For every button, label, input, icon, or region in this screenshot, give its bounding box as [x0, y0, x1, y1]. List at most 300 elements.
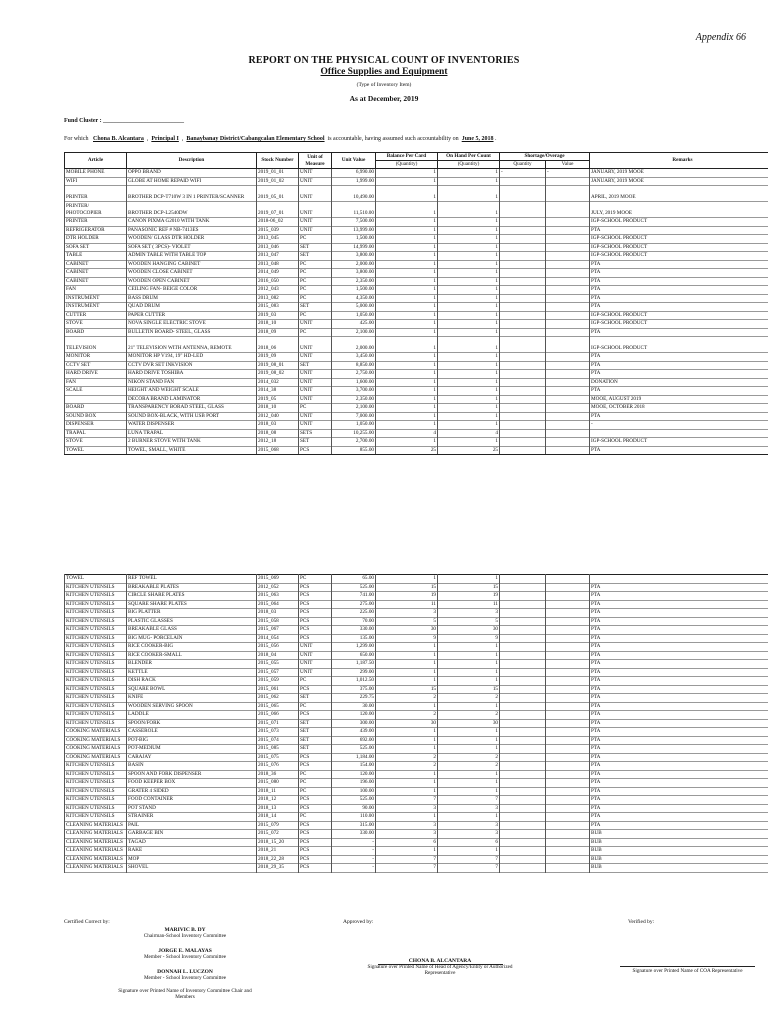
- committee-signature-note: Signature over Printed Name of Inventory Committee Chair and Members: [118, 988, 252, 1000]
- cell-stock-number: 2018_08: [257, 429, 299, 438]
- cell-remarks: PTA: [590, 600, 768, 609]
- cell-article: TOWEL: [65, 446, 127, 455]
- cell-stock-number: 2013_046: [257, 243, 299, 252]
- cell-shortage-value: [546, 609, 590, 618]
- table-row: [65, 762, 768, 771]
- cell-shortage-qty: [500, 651, 546, 660]
- cell-shortage-qty: [500, 770, 546, 779]
- cell-stock-number: 2015_072: [257, 830, 299, 839]
- signatory-approver: [360, 958, 520, 976]
- table-row: [65, 412, 768, 421]
- cell-remarks: PTA: [590, 387, 768, 396]
- cell-onhand-qty: 2: [438, 753, 500, 762]
- cell-remarks: PTA: [590, 260, 768, 269]
- cell-description: TAGAD: [127, 838, 257, 847]
- cell-unit: PCS: [299, 600, 332, 609]
- cell-onhand-qty: 1: [438, 260, 500, 269]
- cell-unit: PC: [299, 813, 332, 822]
- table-row: [65, 429, 768, 438]
- cell-description: LADDLE: [127, 711, 257, 720]
- cell-balance-qty: 1: [376, 395, 438, 404]
- cell-onhand-qty: 30: [438, 719, 500, 728]
- table-row: [65, 728, 768, 737]
- cell-unit-value: 14,999.00: [332, 243, 376, 252]
- cell-shortage-qty: [500, 218, 546, 227]
- cell-onhand-qty: 1: [438, 269, 500, 278]
- table-row: [65, 583, 768, 592]
- report-title: REPORT ON THE PHYSICAL COUNT OF INVENTORIES: [248, 55, 520, 66]
- cell-onhand-qty: 1: [438, 575, 500, 584]
- cell-unit-value: -: [332, 864, 376, 873]
- cell-remarks: JANUARY, 2019 MOOE: [590, 177, 768, 186]
- cell-unit: SET: [299, 719, 332, 728]
- cell-stock-number: 2015_073: [257, 728, 299, 737]
- cell-remarks: PTA: [590, 804, 768, 813]
- cell-unit-value: 1,999.00: [332, 177, 376, 186]
- cell-remarks: PTA: [590, 643, 768, 652]
- col-balance-qty: (Quantity): [376, 161, 438, 169]
- cell-remarks: PTA: [590, 770, 768, 779]
- cell-stock-number: 2014_049: [257, 269, 299, 278]
- cell-remarks: PTA: [590, 728, 768, 737]
- cell-article: CLEANING MATERIALS: [65, 855, 127, 864]
- cell-onhand-qty: 1: [438, 328, 500, 337]
- cell-remarks: IGP-SCHOOL PRODUCT: [590, 337, 768, 353]
- cell-stock-number: 2013_048: [257, 260, 299, 269]
- cell-unit-value: 1,600.00: [332, 378, 376, 387]
- table-row: [65, 328, 768, 337]
- cell-remarks: JULY, 2019 MOOE: [590, 202, 768, 218]
- cell-shortage-qty: [500, 235, 546, 244]
- cell-onhand-qty: 1: [438, 169, 500, 178]
- cell-onhand-qty: 1: [438, 404, 500, 413]
- cell-description: MONITOR HP V194, 19" HD-LED: [127, 353, 257, 362]
- cell-shortage-value: [546, 600, 590, 609]
- cell-onhand-qty: 4: [438, 429, 500, 438]
- cell-shortage-value: [546, 421, 590, 430]
- cell-description: POT STAND: [127, 804, 257, 813]
- cell-shortage-qty: [500, 592, 546, 601]
- cell-article: KITCHEN UTENSILS: [65, 643, 127, 652]
- cell-shortage-value: [546, 260, 590, 269]
- cell-unit: UNIT: [299, 169, 332, 178]
- col-unit: Unit of Measure: [299, 153, 332, 169]
- cell-unit: PCS: [299, 592, 332, 601]
- table-row: [65, 361, 768, 370]
- cell-article: CABINET: [65, 260, 127, 269]
- cell-shortage-value: [546, 736, 590, 745]
- table-row: [65, 600, 768, 609]
- cell-article: KITCHEN UTENSILS: [65, 600, 127, 609]
- cell-balance-qty: 2: [376, 762, 438, 771]
- col-onhand: On Hand Per Count: [438, 153, 500, 161]
- cell-shortage-value: [546, 745, 590, 754]
- cell-onhand-qty: 1: [438, 286, 500, 295]
- table-row: [65, 745, 768, 754]
- cell-article: FAN: [65, 286, 127, 295]
- cell-unit: PCS: [299, 821, 332, 830]
- cell-shortage-qty: [500, 353, 546, 362]
- cell-onhand-qty: 7: [438, 864, 500, 873]
- cell-unit: PCS: [299, 855, 332, 864]
- cell-shortage-value: [546, 277, 590, 286]
- cell-shortage-qty: [500, 320, 546, 329]
- cell-shortage-value: [546, 838, 590, 847]
- cell-unit-value: 10,255.00: [332, 429, 376, 438]
- cell-onhand-qty: 7: [438, 796, 500, 805]
- accountable-position: Principal I: [151, 136, 179, 142]
- cell-shortage-qty: [500, 847, 546, 856]
- cell-shortage-qty: [500, 421, 546, 430]
- cell-description: BULLETIN BOARD- STEEL, GLASS: [127, 328, 257, 337]
- cell-article: KITCHEN UTENSILS: [65, 804, 127, 813]
- cell-balance-qty: 1: [376, 328, 438, 337]
- cell-balance-qty: 1: [376, 337, 438, 353]
- table-row: [65, 651, 768, 660]
- cell-shortage-qty: [500, 787, 546, 796]
- cell-shortage-qty: [500, 429, 546, 438]
- cell-article: COOKING MATERIALS: [65, 753, 127, 762]
- cell-onhand-qty: 1: [438, 337, 500, 353]
- cell-stock-number: 2014_054: [257, 634, 299, 643]
- cell-balance-qty: 1: [376, 320, 438, 329]
- cell-article: KITCHEN UTENSILS: [65, 634, 127, 643]
- cell-unit: UNIT: [299, 412, 332, 421]
- cell-balance-qty: 1: [376, 361, 438, 370]
- cell-unit-value: 2,700.00: [332, 438, 376, 447]
- cell-shortage-value: [546, 660, 590, 669]
- cell-description: SQUARE BOWL: [127, 685, 257, 694]
- cell-shortage-qty: [500, 685, 546, 694]
- cell-shortage-value: [546, 286, 590, 295]
- cell-description: CEILING FAN- BEIGE COLOR: [127, 286, 257, 295]
- cell-remarks: IGP-SCHOOL PRODUCT: [590, 438, 768, 447]
- cell-unit-value: 330.00: [332, 626, 376, 635]
- cell-unit: PCS: [299, 762, 332, 771]
- cell-shortage-value: [546, 804, 590, 813]
- cell-article: MONITOR: [65, 353, 127, 362]
- cell-balance-qty: 1: [376, 218, 438, 227]
- cell-shortage-value: [546, 685, 590, 694]
- cell-stock-number: 2013_047: [257, 252, 299, 261]
- cell-stock-number: 2018_11: [257, 787, 299, 796]
- cell-unit: UNIT: [299, 218, 332, 227]
- cell-shortage-value: [546, 617, 590, 626]
- cell-unit: PCS: [299, 753, 332, 762]
- cell-unit: PC: [299, 235, 332, 244]
- cell-remarks: [590, 575, 768, 584]
- cell-shortage-value: [546, 361, 590, 370]
- cell-shortage-value: [546, 378, 590, 387]
- table-row: [65, 395, 768, 404]
- cell-onhand-qty: 1: [438, 202, 500, 218]
- cell-stock-number: 2015_065: [257, 702, 299, 711]
- cell-shortage-value: [546, 303, 590, 312]
- cell-balance-qty: 1: [376, 651, 438, 660]
- cell-shortage-qty: [500, 779, 546, 788]
- table-row: [65, 838, 768, 847]
- cell-balance-qty: 1: [376, 226, 438, 235]
- cell-remarks: PTA: [590, 269, 768, 278]
- cell-article: SOUND BOX: [65, 412, 127, 421]
- cell-shortage-value: [546, 177, 590, 186]
- cell-shortage-value: [546, 353, 590, 362]
- cell-article: KITCHEN UTENSILS: [65, 762, 127, 771]
- cell-balance-qty: 1: [376, 575, 438, 584]
- cell-shortage-qty: [500, 186, 546, 202]
- cell-unit: SET: [299, 745, 332, 754]
- cell-description: REF TOWEL: [127, 575, 257, 584]
- cell-shortage-qty: [500, 286, 546, 295]
- cell-description: WOODEN/ GLASS DTR HOLDER: [127, 235, 257, 244]
- cell-onhand-qty: 1: [438, 353, 500, 362]
- cell-description: CASSEROLE: [127, 728, 257, 737]
- cell-onhand-qty: 11: [438, 600, 500, 609]
- cell-remarks: PTA: [590, 736, 768, 745]
- cell-unit-value: 2,000.00: [332, 260, 376, 269]
- table-row: [65, 575, 768, 584]
- table-row: [65, 353, 768, 362]
- cell-stock-number: 2015_085: [257, 745, 299, 754]
- cell-description: NIKON STAND FAN: [127, 378, 257, 387]
- cell-unit: SET: [299, 303, 332, 312]
- cell-unit-value: 229.75: [332, 694, 376, 703]
- inventory-table-1: [64, 152, 768, 455]
- cell-balance-qty: 7: [376, 796, 438, 805]
- cell-article: KITCHEN UTENSILS: [65, 668, 127, 677]
- cell-remarks: PTA: [590, 446, 768, 455]
- cell-shortage-value: [546, 821, 590, 830]
- cell-unit: SET: [299, 736, 332, 745]
- cell-unit-value: 70.00: [332, 617, 376, 626]
- cell-shortage-value: [546, 813, 590, 822]
- cell-description: MOP: [127, 855, 257, 864]
- cell-unit-value: 1,187.50: [332, 660, 376, 669]
- cell-description: TRANSPARENCY BORAD STEEL, GLASS: [127, 404, 257, 413]
- cell-shortage-qty: [500, 370, 546, 379]
- cell-unit: PC: [299, 269, 332, 278]
- cell-unit-value: 525.00: [332, 583, 376, 592]
- cell-stock-number: 2012_040: [257, 412, 299, 421]
- type-hint: (Type of Inventory Item): [356, 82, 412, 88]
- cell-unit: PCS: [299, 796, 332, 805]
- cell-unit-value: -: [332, 838, 376, 847]
- cell-stock-number: 2012_052: [257, 583, 299, 592]
- cell-remarks: PTA: [590, 694, 768, 703]
- cell-remarks: BUB: [590, 864, 768, 873]
- cell-unit: PC: [299, 286, 332, 295]
- cell-unit: SETS: [299, 429, 332, 438]
- cell-unit-value: 3,450.00: [332, 353, 376, 362]
- cell-remarks: PTA: [590, 626, 768, 635]
- cell-unit: SET: [299, 438, 332, 447]
- cell-shortage-value: [546, 711, 590, 720]
- cell-onhand-qty: 1: [438, 361, 500, 370]
- cell-remarks: PTA: [590, 277, 768, 286]
- cell-shortage-qty: [500, 583, 546, 592]
- cell-article: KITCHEN UTENSILS: [65, 609, 127, 618]
- cell-article: KITCHEN UTENSILS: [65, 592, 127, 601]
- cell-balance-qty: 1: [376, 252, 438, 261]
- cell-shortage-qty: [500, 804, 546, 813]
- cell-unit: UNIT: [299, 668, 332, 677]
- cell-shortage-qty: [500, 736, 546, 745]
- cell-article: DISPENSER: [65, 421, 127, 430]
- cell-stock-number: 2019_07_01: [257, 202, 299, 218]
- cell-description: 2 BURNER STOVE WITH TANK: [127, 438, 257, 447]
- table-row: [65, 855, 768, 864]
- cell-shortage-qty: [500, 277, 546, 286]
- col-shortage-value: Value: [546, 161, 590, 169]
- cell-unit-value: 3,800.00: [332, 269, 376, 278]
- cell-balance-qty: 1: [376, 311, 438, 320]
- cell-shortage-qty: [500, 694, 546, 703]
- col-shortage-qty: Quantity: [500, 161, 546, 169]
- cell-remarks: PTA: [590, 677, 768, 686]
- cell-balance-qty: 1: [376, 235, 438, 244]
- cell-remarks: PTA: [590, 609, 768, 618]
- cell-shortage-qty: [500, 328, 546, 337]
- cell-description: PAPER CUTTER: [127, 311, 257, 320]
- cell-unit: PCS: [299, 626, 332, 635]
- cell-shortage-qty: [500, 838, 546, 847]
- table-row: [65, 626, 768, 635]
- cell-shortage-value: [546, 787, 590, 796]
- col-balance: Balance Per Card: [376, 153, 438, 161]
- cell-shortage-value: [546, 294, 590, 303]
- table-row: [65, 702, 768, 711]
- cell-remarks: PTA: [590, 796, 768, 805]
- cell-stock-number: 2018_04: [257, 651, 299, 660]
- cell-remarks: PTA: [590, 583, 768, 592]
- cell-article: KITCHEN UTENSILS: [65, 779, 127, 788]
- cell-article: COOKING MATERIALS: [65, 745, 127, 754]
- cell-balance-qty: 7: [376, 864, 438, 873]
- cell-unit-value: 375.00: [332, 685, 376, 694]
- cell-description: KNIFE: [127, 694, 257, 703]
- cell-description: 21" TELEVISION WITH ANTENNA, REMOTE: [127, 337, 257, 353]
- cell-article: BOARD: [65, 328, 127, 337]
- cell-onhand-qty: 15: [438, 685, 500, 694]
- cell-unit: UNIT: [299, 387, 332, 396]
- cell-remarks: PTA: [590, 668, 768, 677]
- cell-stock-number: 2015_056: [257, 643, 299, 652]
- cell-stock-number: 2015_068: [257, 446, 299, 455]
- cell-description: DISH RACK: [127, 677, 257, 686]
- cell-unit-value: 5,000.00: [332, 303, 376, 312]
- cell-onhand-qty: 1: [438, 847, 500, 856]
- cell-shortage-qty: -: [500, 169, 546, 178]
- cell-description: STRAINER: [127, 813, 257, 822]
- cell-stock-number: 2018_14: [257, 813, 299, 822]
- cell-shortage-qty: [500, 864, 546, 873]
- cell-remarks: PTA: [590, 779, 768, 788]
- cell-shortage-qty: [500, 745, 546, 754]
- cell-article: KITCHEN UTENSILS: [65, 583, 127, 592]
- cell-description: CIRCLE SHARE PLATES: [127, 592, 257, 601]
- cell-description: BASIN: [127, 762, 257, 771]
- cell-shortage-value: [546, 387, 590, 396]
- cell-unit-value: 225.00: [332, 609, 376, 618]
- cell-stock-number: 2018_36: [257, 770, 299, 779]
- table-row: [65, 218, 768, 227]
- as-of-date: As at December, 2019: [349, 94, 419, 103]
- cell-unit-value: 439.00: [332, 728, 376, 737]
- cell-unit-value: 3,800.00: [332, 252, 376, 261]
- cell-article: PRINTER: [65, 186, 127, 202]
- cell-unit: PC: [299, 770, 332, 779]
- cell-description: RICE COOKER-BIG: [127, 643, 257, 652]
- cell-remarks: [590, 429, 768, 438]
- cell-stock-number: 2019_01_01: [257, 169, 299, 178]
- cell-unit: SET: [299, 243, 332, 252]
- cell-onhand-qty: 19: [438, 592, 500, 601]
- cell-article: CLEANING MATERIALS: [65, 838, 127, 847]
- cell-unit-value: 1,500.00: [332, 235, 376, 244]
- cell-onhand-qty: 1: [438, 770, 500, 779]
- cell-balance-qty: 1: [376, 787, 438, 796]
- cell-remarks: PTA: [590, 592, 768, 601]
- cell-stock-number: 2018-06_02: [257, 218, 299, 227]
- table-row: [65, 813, 768, 822]
- cell-unit-value: 330.00: [332, 830, 376, 839]
- cell-remarks: PTA: [590, 711, 768, 720]
- cell-unit-value: 2,350.00: [332, 395, 376, 404]
- cell-shortage-value: [546, 626, 590, 635]
- col-description: Description: [127, 153, 257, 169]
- table-row: [65, 186, 768, 202]
- cell-balance-qty: 4: [376, 429, 438, 438]
- cell-stock-number: 2015_083: [257, 303, 299, 312]
- inventory-type: Office Supplies and Equipment: [320, 67, 448, 77]
- cell-balance-qty: 1: [376, 243, 438, 252]
- cell-remarks: PTA: [590, 412, 768, 421]
- cell-article: REFRIGERATOR: [65, 226, 127, 235]
- cell-description: HARD DRIVE TOSHIBA: [127, 370, 257, 379]
- table-row: [65, 753, 768, 762]
- cell-unit: UNIT: [299, 353, 332, 362]
- cell-unit: SET: [299, 728, 332, 737]
- cell-balance-qty: 25: [376, 446, 438, 455]
- cell-stock-number: 2015_067: [257, 626, 299, 635]
- cell-unit: UNIT: [299, 421, 332, 430]
- cell-shortage-qty: [500, 668, 546, 677]
- cell-description: OPPO BRAND: [127, 169, 257, 178]
- cell-shortage-value: [546, 753, 590, 762]
- cell-shortage-qty: [500, 813, 546, 822]
- cell-onhand-qty: 1: [438, 412, 500, 421]
- cell-onhand-qty: 3: [438, 830, 500, 839]
- cell-stock-number: 2015_064: [257, 600, 299, 609]
- cell-article: COOKING MATERIALS: [65, 728, 127, 737]
- cell-remarks: APRIL, 2019 MOOE: [590, 186, 768, 202]
- cell-stock-number: 2015_055: [257, 660, 299, 669]
- cell-unit-value: 196.00: [332, 779, 376, 788]
- cell-shortage-qty: [500, 294, 546, 303]
- cell-balance-qty: 1: [376, 202, 438, 218]
- cell-balance-qty: 2: [376, 694, 438, 703]
- cell-description: PLASTIC GLASSES: [127, 617, 257, 626]
- cell-shortage-qty: [500, 311, 546, 320]
- cell-shortage-qty: [500, 226, 546, 235]
- cell-remarks: PTA: [590, 813, 768, 822]
- cell-remarks: PTA: [590, 685, 768, 694]
- cell-article: CLEANING MATERIALS: [65, 821, 127, 830]
- cell-description: NOVA SINGLE ELECTRIC STOVE: [127, 320, 257, 329]
- cell-remarks: PTA: [590, 787, 768, 796]
- cell-stock-number: 2018_03: [257, 609, 299, 618]
- cell-stock-number: 2018_13: [257, 804, 299, 813]
